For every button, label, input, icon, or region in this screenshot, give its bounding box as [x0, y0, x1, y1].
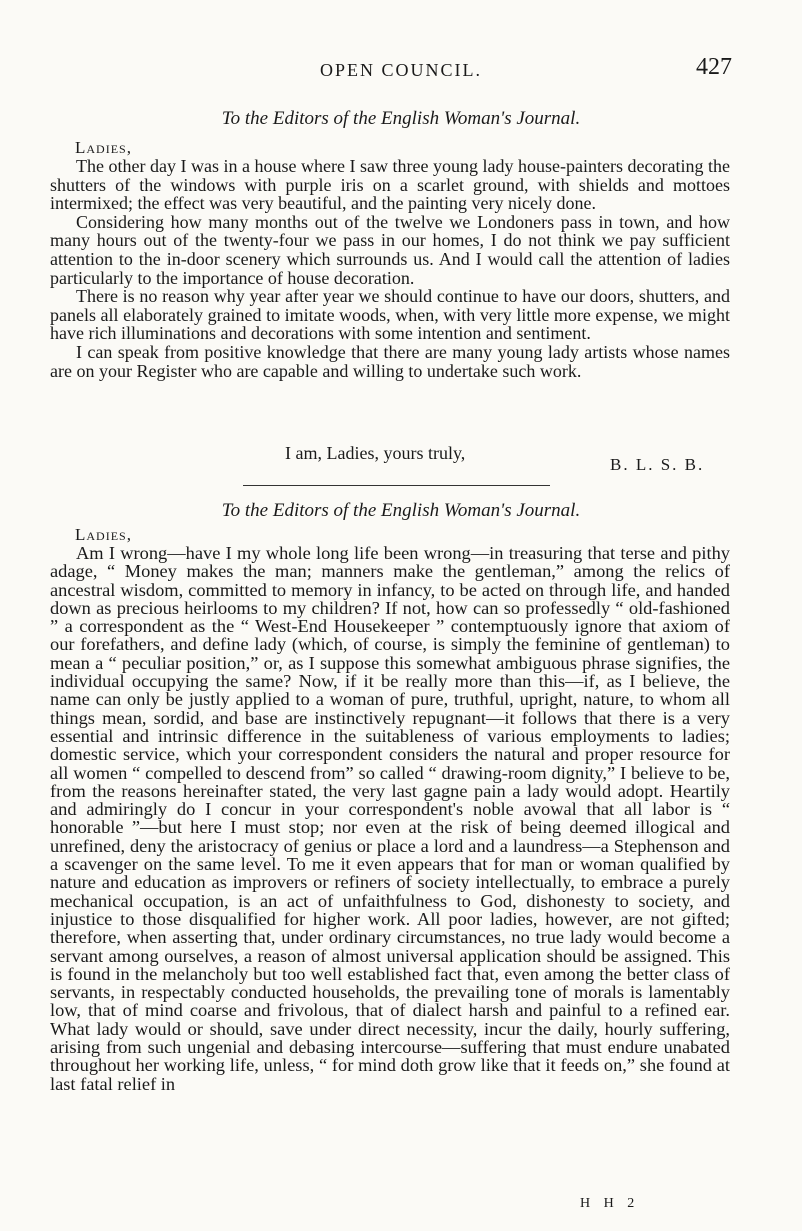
letter1-salutation: Ladies,	[75, 138, 132, 157]
signature-mark: H H 2	[580, 1196, 640, 1211]
letter2-body	[50, 544, 730, 1093]
letter2-salutation: Ladies,	[75, 525, 132, 544]
letter2-heading: To the Editors of the English Woman's Journal.	[221, 500, 581, 521]
letter2-paragraph: Am I wrong—have I my whole long life been wrong—in treasuring that terse and pithy adage, “ Money makes the man; manners make the gentleman,” among the relics of ancestral wisdom, committed to memory in infancy, to be acted on through life, and handed down as precious heirlooms to my children? If not, how can so professedly “ old-fashioned ” a correspondent as the “ West-End Housekeeper ” contemptuously ignore that axiom of our forefathers, and define lady (which, of course, is simply the feminine of gentleman) to mean a “ peculiar position,” or, as I suppose this somewhat ambiguous phrase signifies, the individual occupying the same? Now, if it be really more than this—if, as I believe, the name can only be justly applied to a woman of pure, truthful, upright, nature, to whom all things mean, sordid, and base are instinctively repugnant—it follows that there is a very essential and intrinsic difference in the suitableness of various employments to ladies; domestic service, which your correspondent considers the natural and proper resource for all women “ compelled to descend from” so called “ drawing-room dignity,” I believe to be, from the reasons hereinafter stated, the very last gagne pain a lady would adopt. Heartily and admiringly do I concur in your correspondent's noble avowal that all labor is “ honorable ”—but here I must stop; nor even at the risk of being deemed illogical and unrefined, deny the aristocracy of genius or place a lord and a laundress—a Stephenson and a scavenger on the same level. To me it even appears that for man or woman qualified by nature and education as improvers or refiners of society intellectually, to embrace a purely mechanical occupation, is an act of unfaithfulness to God, dishonesty to society, and injustice to those disqualified for higher work. All poor ladies, however, are not gifted; therefore, when asserting that, under ordinary circumstances, no true lady would become a servant among ourselves, a reason of almost universal application should be assigned. This is found in the melancholy but too well established fact that, even among the better class of servants, in respectably conducted households, the prevailing tone of morals is lamentably low, that of mind coarse and frivolous, that of dialect harsh and painful to a refined ear. What lady would or should, save under direct necessity, incur the daily, hourly suffering, arising from such ungenial and debasing intercourse—suffering that must endure unabated throughout her working life, unless, “ for mind doth grow like that it feeds on,” she found at last fatal relief in	[50, 543, 730, 1094]
letter1-paragraph: The other day I was in a house where I saw three young lady house-painters decorating the shutters of the windows with purple iris on a scarlet ground, with shields and mottoes intermixed; the effect was very beautiful, and the painting very nicely done.	[50, 156, 730, 214]
letter1-signature: B. L. S. B.	[610, 455, 705, 474]
letter1-paragraph: Considering how many months out of the twelve we Londoners pass in town, and how many hours out of the twenty-four we pass in our homes, I do not think we pay sufficient attention to the in-door scenery which surrounds us. And I would call the attention of ladies particularly to the importance of house decoration.	[50, 211, 730, 288]
letter1-closing: I am, Ladies, yours truly,	[285, 443, 466, 463]
letter1-paragraph: I can speak from positive knowledge that there are many young lady artists whose names are on your Register who are capable and willing to undertake such work.	[50, 341, 730, 381]
page-number: 427	[696, 54, 732, 80]
letter1-paragraph: There is no reason why year after year we should continue to have our doors, shutters, and panels all elaborately grained to imitate woods, when, with very little more expense, we might have rich illuminations and decorations with some intention and sentiment.	[50, 286, 730, 344]
running-head: OPEN COUNCIL.	[319, 60, 482, 80]
section-divider	[243, 485, 550, 486]
letter1-body	[50, 157, 730, 380]
letter1-heading: To the Editors of the English Woman's Journal.	[221, 108, 581, 129]
